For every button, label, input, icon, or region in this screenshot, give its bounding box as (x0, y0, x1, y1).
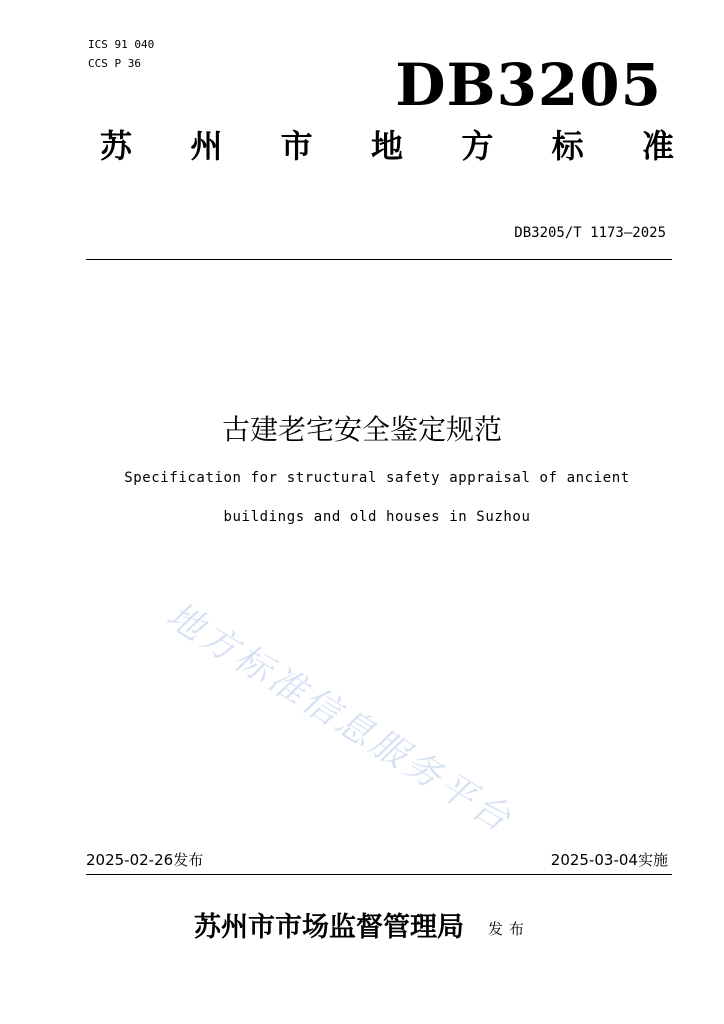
issue-date-block (86, 850, 203, 870)
implementation-date-block (551, 850, 668, 870)
issue-date: 2025-02-26 (86, 851, 174, 869)
standard-number: DB3205/T 1173—2025 (514, 225, 666, 241)
publisher-name: 苏州市市场监督管理局 (193, 912, 464, 943)
bottom-divider (86, 874, 672, 875)
category-char: 地 (370, 127, 403, 165)
watermark: 地方标准信息服务平台 (159, 594, 520, 842)
document-title-english-line1: Specification for structural safety appraisal of ancient (124, 470, 630, 486)
implementation-label: 实施 (637, 851, 668, 869)
document-title-chinese: 古建老宅安全鉴定规范 (221, 413, 502, 446)
standard-category (100, 124, 674, 168)
issue-label: 发布 (173, 851, 204, 869)
category-char: 方 (461, 127, 494, 165)
top-divider (86, 259, 672, 260)
category-char: 准 (641, 127, 674, 165)
implementation-date: 2025-03-04 (550, 851, 638, 869)
category-char: 苏 (100, 127, 133, 165)
ccs-code: CCS P 36 (88, 57, 141, 70)
category-char: 州 (190, 127, 223, 165)
standard-code-heading: DB3205 (395, 51, 662, 119)
category-char: 市 (280, 127, 313, 165)
publisher-block (0, 908, 724, 948)
ics-code: ICS 91 040 (88, 38, 155, 51)
document-title-english-line2: buildings and old houses in Suzhou (223, 509, 531, 525)
category-char: 标 (551, 127, 584, 165)
publish-label: 发布 (487, 919, 530, 938)
